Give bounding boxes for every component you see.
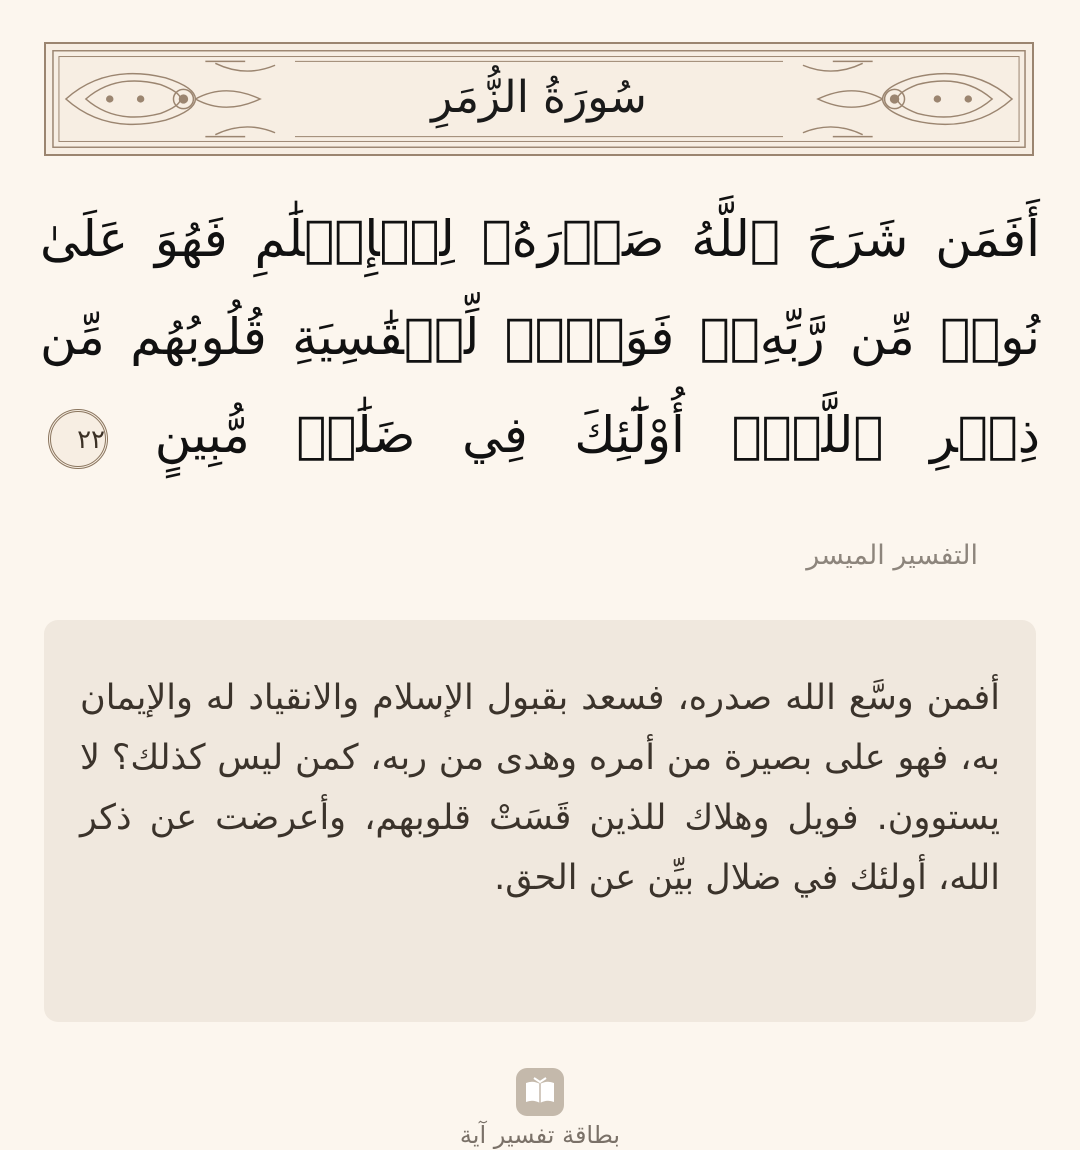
ayah-number-badge: ٢٢ — [48, 409, 108, 469]
share-card-label[interactable]: بطاقة تفسير آية — [459, 1121, 621, 1149]
ayah-text-block — [40, 190, 1040, 484]
book-icon[interactable] — [516, 1068, 564, 1116]
surah-title: سُورَةُ الزُّمَرِ — [431, 72, 647, 123]
surah-header-frame — [44, 42, 1034, 156]
tafsir-card — [44, 620, 1036, 1022]
ayah-text: أَفَمَن شَرَحَ ٱللَّهُ صَدۡرَهُۥ لِلۡإِسۡلَٰمِ فَهُوَ عَلَىٰ نُورٖ مِّن رَّبِّهِۦۚ فَوَيۡلٞ لِّلۡقَٰسِيَةِ قُلُوبُهُم مِّن ذِكۡرِ ٱللَّهِۚ أُوْلَٰٓئِكَ فِي ضَلَٰلٖ مُّبِينٍ — [40, 210, 1040, 464]
tafsir-label: التفسير الميسر — [806, 540, 978, 571]
book-icon-glyph — [524, 1077, 556, 1107]
tafsir-text: أفمن وسَّع الله صدره، فسعد بقبول الإسلام والانقياد له والإيمان به، فهو على بصيرة من أمره وهدى من ربه، كمن ليس كذلك؟ لا يستوون. فويل وهلاك للذين قَسَتْ قلوبهم، وأعرضت عن ذكر الله، أولئك في ضلال بيِّن عن الحق. — [80, 678, 1000, 898]
